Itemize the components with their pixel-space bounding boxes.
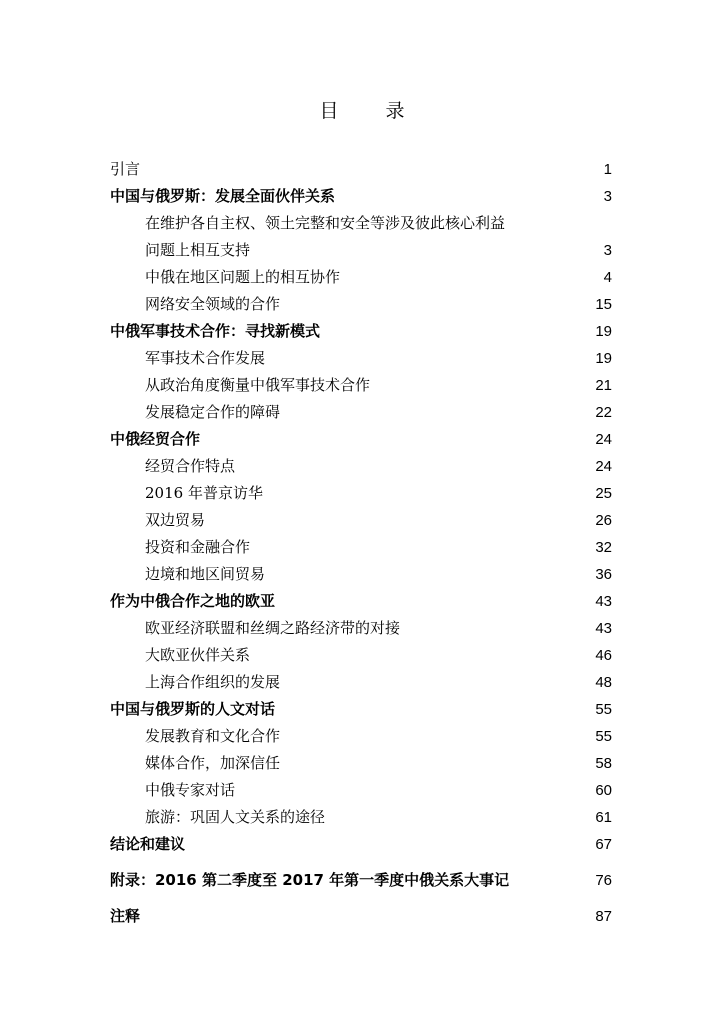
table-of-contents <box>110 156 612 930</box>
toc-entry-page-number: 32 <box>595 539 612 556</box>
toc-section-entry[interactable] <box>110 804 612 831</box>
toc-entry-page-number: 60 <box>595 782 612 799</box>
toc-entry-label: 从政治角度衡量中俄军事技术合作 <box>145 376 371 394</box>
toc-entry-label: 军事技术合作发展 <box>145 349 266 367</box>
toc-chapter-entry[interactable] <box>110 318 612 345</box>
toc-entry-label: 经贸合作特点 <box>145 457 236 475</box>
toc-entry-label: 中国与俄罗斯的人文对话 <box>110 700 276 718</box>
toc-title: 目 录 <box>319 100 419 122</box>
toc-section-entry[interactable] <box>110 669 612 696</box>
toc-entry-page-number: 21 <box>595 377 612 394</box>
toc-entry-page-number: 61 <box>595 809 612 826</box>
toc-entry-page-number: 46 <box>595 647 612 664</box>
toc-entry-page-number: 19 <box>595 350 612 367</box>
toc-entry-label: 发展稳定合作的障碍 <box>145 403 281 421</box>
toc-entry-label: 欧亚经济联盟和丝绸之路经济带的对接 <box>145 619 401 637</box>
toc-entry-page-number: 3 <box>603 188 612 205</box>
toc-entry-label: 注释 <box>110 907 141 925</box>
toc-section-entry[interactable] <box>110 264 612 291</box>
toc-section-entry[interactable] <box>110 777 612 804</box>
toc-entry-label: 网络安全领域的合作 <box>145 295 281 313</box>
toc-entry-page-number: 43 <box>595 593 612 610</box>
toc-section-entry[interactable] <box>110 723 612 750</box>
toc-chapter-entry[interactable] <box>110 588 612 615</box>
toc-chapter-entry[interactable] <box>110 183 612 210</box>
toc-entry-label: 引言 <box>110 160 141 178</box>
toc-chapter-entry[interactable] <box>110 867 612 894</box>
toc-entry-page-number: 58 <box>595 755 612 772</box>
toc-entry-label: 附录：2016 第二季度至 2017 年第一季度中俄关系大事记 <box>110 871 510 889</box>
toc-entry-page-number: 67 <box>595 836 612 853</box>
toc-chapter-entry[interactable] <box>110 696 612 723</box>
toc-entry-page-number: 22 <box>595 404 612 421</box>
toc-entry-page-number: 48 <box>595 674 612 691</box>
toc-entry-page-number: 43 <box>595 620 612 637</box>
toc-section-entry[interactable] <box>110 210 612 237</box>
toc-entry-label: 中俄专家对话 <box>145 781 236 799</box>
toc-entry-page-number: 55 <box>595 728 612 745</box>
toc-entry-label: 发展教育和文化合作 <box>145 727 281 745</box>
toc-chapter-entry[interactable] <box>110 156 612 183</box>
toc-chapter-entry[interactable] <box>110 426 612 453</box>
toc-entry-page-number: 26 <box>595 512 612 529</box>
toc-section-entry[interactable] <box>110 480 612 507</box>
toc-section-entry[interactable] <box>110 615 612 642</box>
toc-entry-label: 大欧亚伙伴关系 <box>145 646 251 664</box>
toc-entry-page-number: 4 <box>603 269 612 286</box>
toc-entry-label: 旅游：巩固人文关系的途径 <box>145 808 326 826</box>
toc-section-entry[interactable] <box>110 291 612 318</box>
toc-entry-label: 投资和金融合作 <box>145 538 251 556</box>
toc-entry-label: 问题上相互支持 <box>145 241 251 259</box>
toc-section-entry[interactable] <box>110 345 612 372</box>
toc-entry-page-number: 19 <box>595 323 612 340</box>
toc-entry-page-number: 36 <box>595 566 612 583</box>
toc-entry-label: 上海合作组织的发展 <box>145 673 281 691</box>
toc-entry-page-number: 76 <box>595 872 612 889</box>
toc-section-entry[interactable] <box>110 561 612 588</box>
toc-entry-page-number: 87 <box>595 908 612 925</box>
toc-entry-page-number: 24 <box>595 458 612 475</box>
toc-entry-label: 中俄在地区问题上的相互协作 <box>145 268 341 286</box>
toc-entry-page-number: 3 <box>603 242 612 259</box>
toc-entry-label: 中俄军事技术合作：寻找新模式 <box>110 322 321 340</box>
toc-entry-page-number: 55 <box>595 701 612 718</box>
toc-chapter-entry[interactable] <box>110 831 612 858</box>
toc-entry-label: 结论和建议 <box>110 835 186 853</box>
toc-section-entry[interactable] <box>110 750 612 777</box>
toc-entry-page-number: 25 <box>595 485 612 502</box>
toc-entry-page-number: 1 <box>603 161 612 178</box>
toc-entry-page-number: 15 <box>595 296 612 313</box>
toc-entry-label: 双边贸易 <box>145 511 206 529</box>
toc-entry-label: 2016 年普京访华 <box>145 484 263 502</box>
toc-section-entry[interactable] <box>110 453 612 480</box>
toc-section-entry[interactable] <box>110 642 612 669</box>
toc-entry-label: 边境和地区间贸易 <box>145 565 266 583</box>
toc-section-entry[interactable] <box>110 534 612 561</box>
toc-chapter-entry[interactable] <box>110 903 612 930</box>
toc-entry-label: 媒体合作，加深信任 <box>145 754 281 772</box>
toc-section-entry[interactable] <box>110 237 612 264</box>
toc-entry-page-number: 24 <box>595 431 612 448</box>
toc-entry-label: 在维护各自主权、领土完整和安全等涉及彼此核心利益 <box>145 214 506 232</box>
toc-section-entry[interactable] <box>110 372 612 399</box>
toc-section-entry[interactable] <box>110 507 612 534</box>
toc-section-entry[interactable] <box>110 399 612 426</box>
toc-entry-label: 中国与俄罗斯：发展全面伙伴关系 <box>110 187 336 205</box>
toc-entry-label: 作为中俄合作之地的欧亚 <box>110 592 276 610</box>
toc-entry-label: 中俄经贸合作 <box>110 430 201 448</box>
